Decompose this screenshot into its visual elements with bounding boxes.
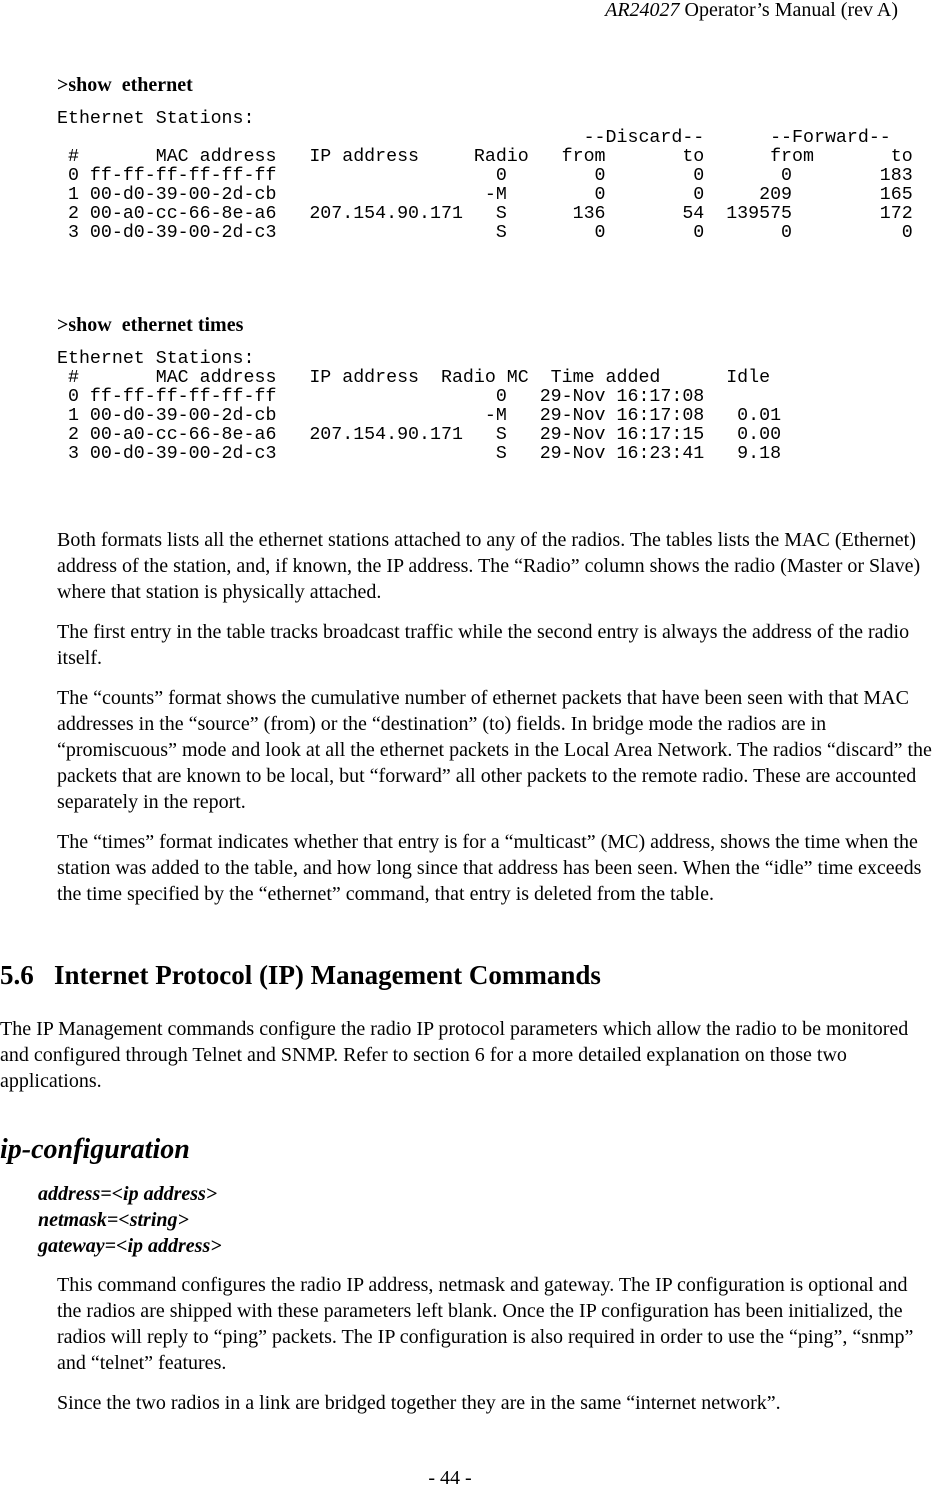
section-intro <box>0 1016 930 1108</box>
paragraph: The “times” format indicates whether that entry is for a “multicast” (MC) address, shows the time when the station was added to the table, and how long since that address has been seen. When the “idle” time exceeds the time specified by the “ethernet” command, that entry is deleted from the table. <box>57 831 922 905</box>
paragraph: The “counts” format shows the cumulative number of ethernet packets that have been seen with that MAC addresses in the “source” (from) or the “destination” (to) fields. In bridge mode the radios are in “promiscuous” mode and look at all the ethernet packets in the Local Area Network. The radios “discard” the packets that are known to be local, but “forward” all other packets to the remote radio. These are accounted separately in the report. <box>57 687 932 813</box>
table-row: 3 00-d0-39-00-2d-c3 S 29-Nov 16:23:41 9.18 <box>57 444 782 464</box>
doc-title: Operator’s Manual (rev A) <box>679 0 898 21</box>
output-header: # MAC address IP address Radio from to from to <box>57 147 913 167</box>
explanation-text <box>57 527 934 921</box>
table-row: 3 00-d0-39-00-2d-c3 S 0 0 0 0 <box>57 223 913 243</box>
paragraph: The first entry in the table tracks broadcast traffic while the second entry is always the address of the radio itself. <box>57 621 910 669</box>
output-line: --Discard-- --Forward-- <box>57 128 891 148</box>
doc-id: AR24027 <box>605 0 680 21</box>
table-row: 1 00-d0-39-00-2d-cb -M 29-Nov 16:17:08 0.01 <box>57 406 782 426</box>
table-row: 0 ff-ff-ff-ff-ff-ff 0 0 0 0 183 <box>57 166 913 186</box>
ethernet-times-output <box>57 350 781 464</box>
command-description <box>57 1272 932 1430</box>
ethernet-counts-output <box>57 110 913 243</box>
table-row: 1 00-d0-39-00-2d-cb -M 0 0 209 165 <box>57 185 913 205</box>
command-show-ethernet: >show ethernet <box>57 74 193 96</box>
param-gateway: gateway=<ip address> <box>38 1235 222 1257</box>
command-show-ethernet-times: >show ethernet times <box>57 314 244 336</box>
page-header <box>605 0 898 22</box>
output-header: # MAC address IP address Radio MC Time added Idle <box>57 368 771 388</box>
section-heading: 5.6 Internet Protocol (IP) Management Commands <box>0 960 601 990</box>
paragraph: The IP Management commands configure the radio IP protocol parameters which allow the radio to be monitored and configured through Telnet and SNMP. Refer to section 6 for a more detailed explanation on those two applications. <box>0 1018 909 1092</box>
param-address: address=<ip address> <box>38 1183 218 1205</box>
table-row: 2 00-a0-cc-66-8e-a6 207.154.90.171 S 29-Nov 16:17:15 0.00 <box>57 425 782 445</box>
paragraph: Since the two radios in a link are bridged together they are in the same “internet network”. <box>57 1392 781 1414</box>
command-title: ip-configuration <box>0 1134 190 1165</box>
command-params <box>38 1181 222 1259</box>
output-line: Ethernet Stations: <box>57 349 255 369</box>
table-row: 2 00-a0-cc-66-8e-a6 207.154.90.171 S 136 54 139575 172 <box>57 204 913 224</box>
paragraph: Both formats lists all the ethernet stations attached to any of the radios. The tables lists the MAC (Ethernet) address of the station, and, if known, the IP address. The “Radio” column shows the radio (Master or Slave) where that station is physically attached. <box>57 529 921 603</box>
table-row: 0 ff-ff-ff-ff-ff-ff 0 29-Nov 16:17:08 <box>57 387 705 407</box>
page-number: - 44 - <box>428 1467 472 1489</box>
param-netmask: netmask=<string> <box>38 1209 189 1231</box>
paragraph: This command configures the radio IP address, netmask and gateway. The IP configuration is optional and the radios are shipped with these parameters left blank. Once the IP configuration has been initialized, the radios will reply to “ping” packets. The IP configuration is also required in order to use the “ping”, “snmp” and “telnet” features. <box>57 1274 914 1374</box>
output-line: Ethernet Stations: <box>57 109 255 129</box>
